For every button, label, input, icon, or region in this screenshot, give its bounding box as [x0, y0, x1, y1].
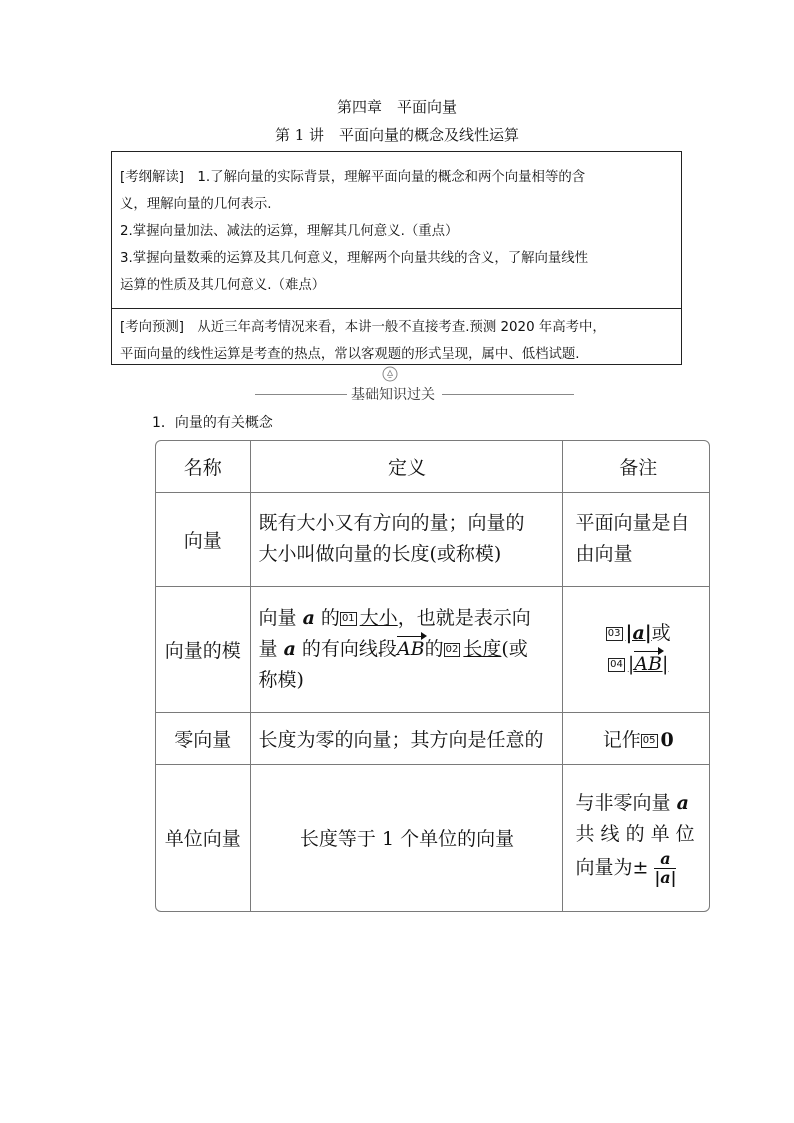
- definition-line: 既有大小又有方向的量；向量的: [258, 512, 525, 534]
- blank-number: 05: [642, 734, 656, 746]
- table-row-continued: [156, 911, 709, 912]
- table-row: [156, 586, 709, 712]
- lecture-title: 第 1 讲 平面向量的概念及线性运算: [274, 126, 520, 144]
- concept-table: [155, 440, 710, 912]
- outline-line: 义，理解向量的几何表示.: [120, 197, 272, 212]
- row-note: [562, 492, 709, 586]
- vector-a: a: [283, 637, 296, 660]
- outline-line: 运算的性质及其几何意义.（难点）: [120, 278, 326, 293]
- exam-outline-section: [112, 152, 681, 309]
- note-line: 共 线 的 单 位: [575, 823, 695, 845]
- table-row: [156, 712, 709, 764]
- exam-outline-box: [111, 151, 682, 365]
- text-fragment: 记作: [602, 728, 641, 751]
- text-fragment: 与非零向量: [575, 792, 671, 814]
- text-fragment: 的有向线段: [301, 637, 397, 660]
- row-note: [562, 712, 709, 764]
- fraction-denominator: |a|: [654, 868, 677, 887]
- blank-answer: 长度: [463, 637, 502, 660]
- text-fragment: 量: [258, 637, 278, 660]
- segment-ab-vector: AB: [396, 637, 425, 660]
- blank-answer: 大小: [359, 606, 398, 629]
- table-row: [156, 492, 709, 586]
- table-header-row: [156, 441, 709, 492]
- banner-rule-left: [255, 394, 347, 395]
- text-fragment: ，也就是表示向: [397, 606, 531, 629]
- definition-line: 大小叫做向量的长度(或称模): [258, 543, 502, 565]
- row-definition: [250, 492, 562, 586]
- text-fragment: 的: [320, 606, 340, 629]
- row-definition: 长度等于 1 个单位的向量: [250, 764, 562, 911]
- text-fragment: 向量为±: [575, 856, 649, 879]
- text-fragment: 或: [651, 622, 671, 644]
- row-name: 零向量: [156, 712, 250, 764]
- blank-number: 01: [341, 612, 355, 624]
- exam-forecast-section: [112, 309, 681, 368]
- definition-line: 称模): [258, 668, 304, 691]
- blank-number: 03: [607, 628, 621, 639]
- banner-rule-right: [442, 394, 574, 395]
- header-definition: 定义: [250, 441, 562, 492]
- forecast-line: 平面向量的线性运算是考查的热点，常以客观题的形式呈现，属中、低档试题.: [120, 347, 580, 362]
- banner-text: 基础知识过关: [351, 387, 435, 403]
- zero-vector: 0: [660, 728, 674, 751]
- row-definition: 长度为零的向量；其方向是任意的: [250, 712, 562, 764]
- row-name: 向量: [156, 492, 250, 586]
- row-name: 单位向量: [156, 764, 250, 911]
- header-name: 名称: [156, 441, 250, 492]
- note-line: 平面向量是自: [575, 512, 690, 534]
- section-title: 1．向量的有关概念: [152, 415, 273, 431]
- row-name: 向量的模: [156, 586, 250, 712]
- segment-ab-vector: AB: [634, 653, 662, 675]
- chapter-title: 第四章 平面向量: [336, 98, 457, 116]
- table-row: [156, 764, 709, 911]
- row-note: [562, 764, 709, 911]
- outline-line: [考纲解读] 1.了解向量的实际背景，理解平面向量的概念和两个向量相等的含: [120, 170, 586, 185]
- row-definition: [250, 586, 562, 712]
- row-note: [562, 586, 709, 712]
- header-note: 备注: [562, 441, 709, 492]
- blank-number: 02: [445, 643, 459, 655]
- outline-line: 3.掌握向量数乘的运算及其几何意义，理解两个向量共线的含义，了解向量线性: [120, 251, 589, 266]
- outline-line: 2.掌握向量加法、减法的运算，理解其几何意义.（重点）: [120, 224, 459, 239]
- blank-number: 04: [610, 659, 623, 670]
- note-line: 由向量: [575, 543, 633, 565]
- text-fragment: 向量: [258, 606, 297, 629]
- unit-vector-fraction: [654, 850, 676, 887]
- vector-a: a: [676, 792, 689, 814]
- forecast-line: [考向预测] 从近三年高考情况来看，本讲一般不直接考查.预测 2020 年高考中，: [120, 320, 606, 335]
- blank-answer: |a|: [625, 622, 652, 644]
- fraction-numerator: a: [654, 850, 676, 869]
- text-fragment: 的: [424, 637, 444, 660]
- section-banner: [0, 380, 794, 404]
- vector-a: a: [302, 606, 315, 629]
- blank-answer: |AB|: [627, 653, 669, 675]
- text-fragment: (或: [501, 637, 528, 660]
